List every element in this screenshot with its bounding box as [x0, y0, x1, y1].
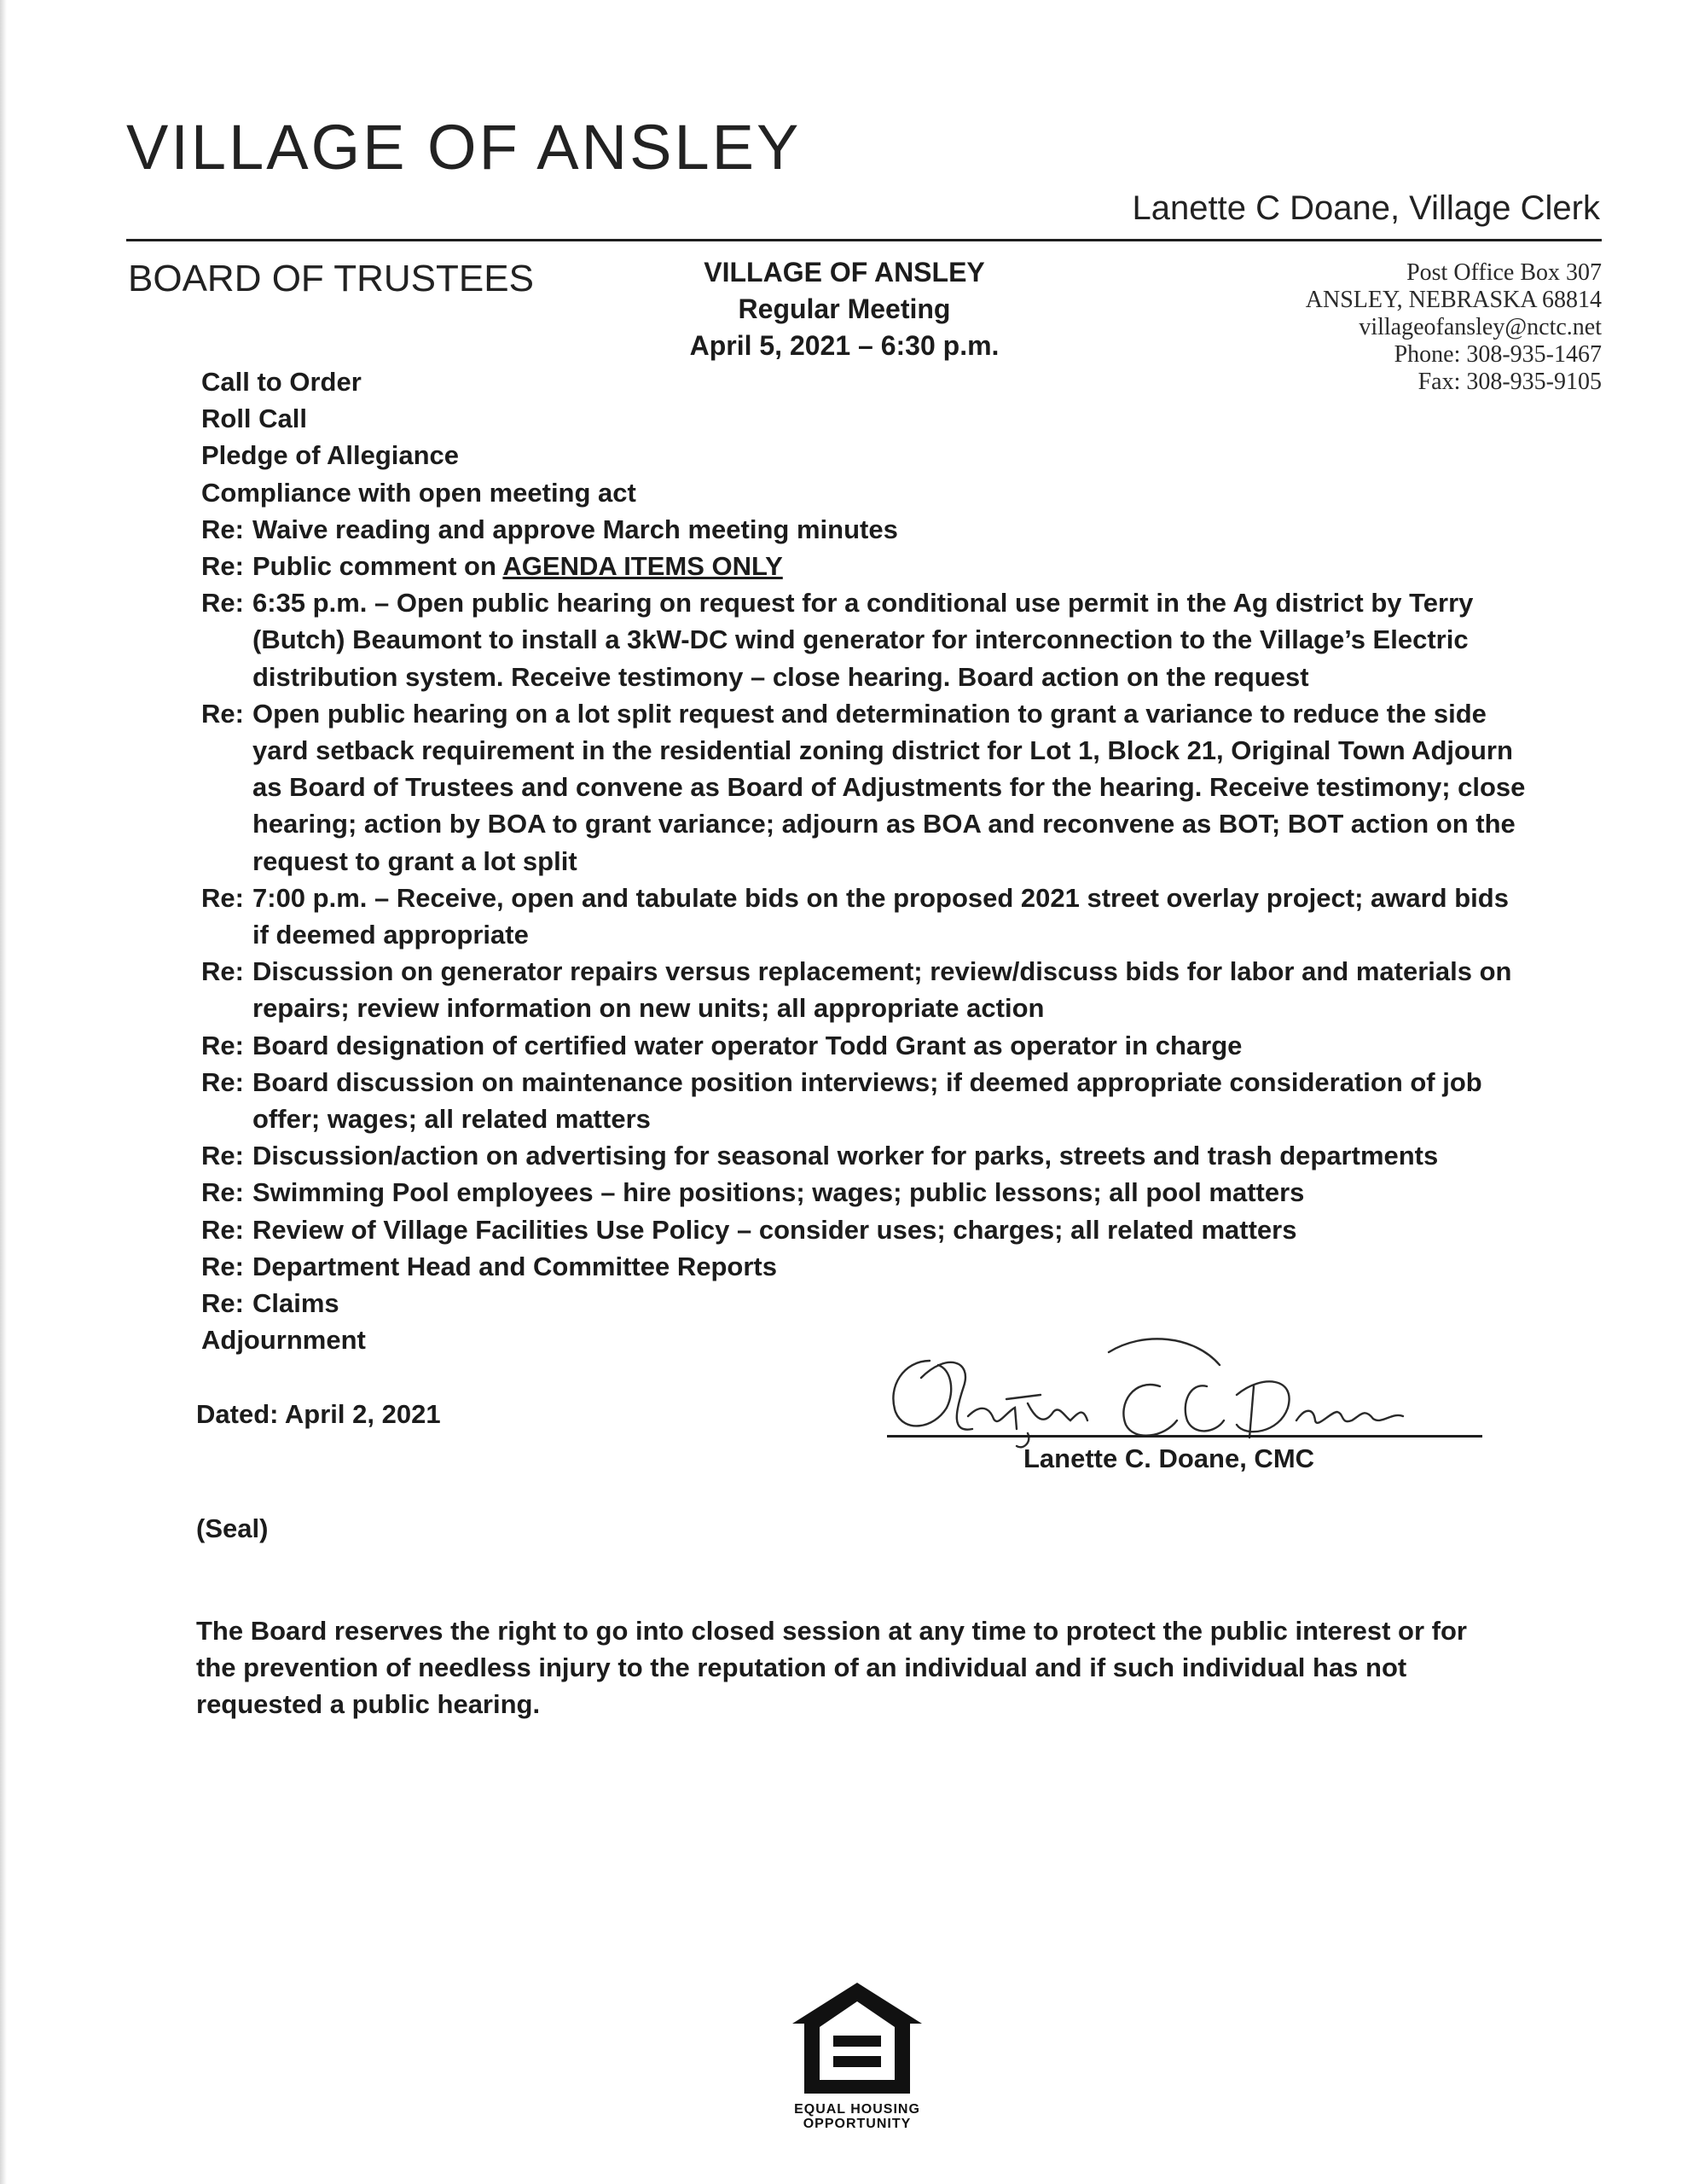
agenda-opening-item: Compliance with open meeting act — [201, 477, 636, 508]
agenda-item-text: Discussion/action on advertising for seasonal worker for parks, streets and trash departments — [252, 1141, 1439, 1171]
meeting-header — [665, 254, 1023, 364]
agenda-adjournment: Adjournment — [201, 1325, 366, 1356]
scan-edge — [0, 0, 7, 2184]
agenda-item — [201, 953, 1532, 1026]
public-comment-text: Public comment on — [252, 551, 503, 582]
signature-stroke — [1296, 1411, 1403, 1423]
agenda-opening-item: Pledge of Allegiance — [201, 440, 460, 471]
agenda-item-text: Claims — [252, 1288, 339, 1319]
header-divider — [126, 239, 1602, 241]
agenda-item-text: Swimming Pool employees – hire positions; wages; public lessons; all pool matters — [252, 1177, 1305, 1208]
meeting-type: Regular Meeting — [738, 293, 951, 324]
agenda-item — [201, 511, 1532, 548]
signature-stroke — [893, 1361, 951, 1426]
agenda-item-text: Discussion on generator repairs versus replacement; review/discuss bids for labor and materials on repairs; review information on new units; all appropriate action — [252, 956, 1512, 1024]
agenda-opening-item: Call to Order — [201, 367, 362, 397]
agenda-item-text: 6:35 p.m. – Open public hearing on request for a conditional use permit in the Ag district by Terry (Butch) Beaumont to install a 3kW-DC wind generator for interconnection to the Village’s Electric distribution system. Receive testimony – close hearing. Board action on the request — [252, 588, 1474, 692]
meeting-name: VILLAGE OF ANSLEY — [704, 257, 985, 288]
closed-session-notice: The Board reserves the right to go into closed session at any time to protect the public interest or for the prevention of needless injury to the reputation of an individual and if such individual has not requested a public hearing. — [196, 1616, 1467, 1719]
agenda-item — [201, 1211, 1532, 1248]
agenda-item — [201, 880, 1532, 953]
seal-placeholder: (Seal) — [196, 1513, 269, 1543]
agenda-opening-item: Roll Call — [201, 404, 308, 434]
agenda-re-label: Re: — [201, 1214, 244, 1245]
clerk-name: Lanette C Doane, Village Clerk — [1132, 189, 1600, 227]
agenda-item — [201, 1248, 1532, 1285]
dated-line: Dated: April 2, 2021 — [196, 1399, 441, 1429]
board-heading: BOARD OF TRUSTEES — [128, 258, 534, 299]
agenda-item — [201, 1174, 1532, 1211]
equal-housing-label — [772, 2102, 942, 2131]
agenda-re-label: Re: — [201, 698, 244, 729]
agenda-re-label: Re: — [201, 1030, 244, 1060]
signature-stroke — [1237, 1381, 1290, 1438]
signature-line — [887, 1435, 1482, 1438]
agenda-item — [201, 695, 1532, 880]
agenda-item — [201, 1027, 1532, 1064]
agenda-item-text: Board designation of certified water operator Todd Grant as operator in charge — [252, 1030, 1243, 1060]
agenda-re-label: Re: — [201, 1251, 244, 1281]
agenda-re-label: Re: — [201, 1141, 244, 1171]
agenda-item — [201, 548, 1532, 584]
signature-stroke — [1123, 1385, 1177, 1436]
equal-housing-line2: OPPORTUNITY — [803, 2117, 912, 2131]
agenda-re-label: Re: — [201, 956, 244, 987]
agenda-re-label: Re: — [201, 1288, 244, 1319]
phone-number: Phone: 308-935-1467 — [1394, 341, 1602, 368]
signer-name: Lanette C. Doane, CMC — [1023, 1443, 1315, 1473]
agenda-re-label: Re: — [201, 588, 244, 619]
agenda-item-text: Open public hearing on a lot split request and determination to grant a variance to reduce the side yard setback requirement in the residential zoning district for Lot 1, Block 21, Original Town Adjourn as Board of Trustees and convene as Board of Adjustments for the hearing. Receive testimony; close hearing; action by BOA to grant variance; adjourn as BOA and reconvene as BOT; BOT action on the request to grant a lot split — [252, 698, 1526, 876]
signature-stroke — [968, 1395, 1087, 1429]
email-address: villageofansley@nctc.net — [1359, 314, 1602, 340]
agenda-item-text — [252, 548, 1532, 584]
agenda-item-text: 7:00 p.m. – Receive, open and tabulate bids on the proposed 2021 street overlay project; award bids if deemed appropriate — [252, 882, 1509, 950]
page-title: VILLAGE OF ANSLEY — [126, 112, 802, 183]
agenda-item-text: Waive reading and approve March meeting minutes — [252, 514, 898, 544]
po-box: Post Office Box 307 — [1406, 259, 1602, 286]
agenda-item-text: Board discussion on maintenance position interviews; if deemed appropriate consideration of job offer; wages; all related matters — [252, 1066, 1482, 1135]
agenda-re-label: Re: — [201, 1066, 244, 1097]
agenda-re-label: Re: — [201, 514, 244, 544]
agenda-item — [201, 1285, 1532, 1321]
agenda-item — [201, 584, 1532, 695]
agenda-item-text: Review of Village Facilities Use Policy – consider uses; charges; all related matters — [252, 1214, 1297, 1245]
meeting-date: April 5, 2021 – 6:30 p.m. — [689, 330, 1000, 361]
city-state: ANSLEY, NEBRASKA 68814 — [1305, 287, 1602, 313]
agenda-item — [201, 1137, 1532, 1174]
signature-stroke — [1186, 1385, 1224, 1431]
equal-housing-line1: EQUAL HOUSING — [794, 2102, 920, 2117]
agenda-item-text: Department Head and Committee Reports — [252, 1251, 777, 1281]
equal-housing-icon — [789, 1979, 925, 2099]
agenda-list — [201, 363, 1532, 1358]
public-comment-emphasis: AGENDA ITEMS ONLY — [502, 551, 783, 582]
agenda-re-label: Re: — [201, 1177, 244, 1208]
signature-stroke — [1109, 1339, 1220, 1365]
agenda-item — [201, 1064, 1532, 1137]
agenda-re-label: Re: — [201, 882, 244, 913]
agenda-re-label: Re: — [201, 551, 244, 582]
fax-number: Fax: 308-935-9105 — [1417, 369, 1602, 395]
